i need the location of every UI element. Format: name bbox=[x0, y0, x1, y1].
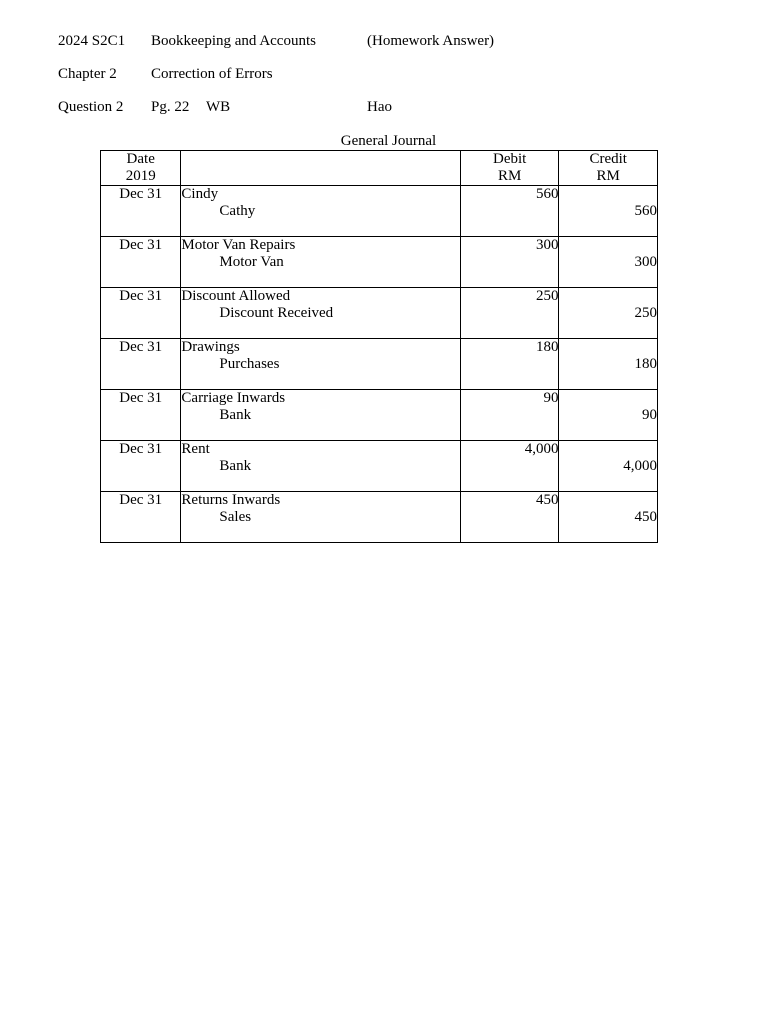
credit-account: Cathy bbox=[219, 203, 256, 219]
entry-date: Dec 31 bbox=[101, 288, 181, 339]
credit-header-label: Credit bbox=[589, 151, 627, 167]
credit-amount: 450 bbox=[559, 492, 658, 543]
author-name: Hao bbox=[367, 99, 392, 115]
credit-account: Discount Received bbox=[219, 305, 334, 321]
credit-amount: 560 bbox=[559, 186, 658, 237]
credit-column-header bbox=[559, 151, 658, 186]
credit-account: Bank bbox=[219, 407, 252, 423]
credit-amount: 300 bbox=[559, 237, 658, 288]
homework-note: (Homework Answer) bbox=[367, 33, 495, 49]
debit-account: Returns Inwards bbox=[181, 492, 281, 508]
entry-date: Dec 31 bbox=[101, 441, 181, 492]
debit-amount: 450 bbox=[460, 492, 559, 543]
journal-entry-row bbox=[101, 390, 658, 441]
debit-amount: 300 bbox=[460, 237, 559, 288]
subject-title: Bookkeeping and Accounts bbox=[151, 33, 316, 49]
debit-account: Carriage Inwards bbox=[181, 390, 286, 406]
entry-particulars bbox=[181, 288, 461, 339]
chapter-topic: Correction of Errors bbox=[151, 66, 273, 82]
journal-entry-row bbox=[101, 339, 658, 390]
entry-date: Dec 31 bbox=[101, 339, 181, 390]
journal-entry-row bbox=[101, 186, 658, 237]
entry-date: Dec 31 bbox=[101, 390, 181, 441]
journal-entry-row bbox=[101, 492, 658, 543]
date-column-header bbox=[101, 151, 181, 186]
debit-account: Cindy bbox=[181, 186, 219, 202]
year-header-label: 2019 bbox=[125, 168, 156, 184]
journal-entry-row bbox=[101, 441, 658, 492]
page-reference: Pg. 22 bbox=[151, 99, 190, 115]
credit-account: Sales bbox=[219, 509, 252, 525]
entry-particulars bbox=[181, 441, 461, 492]
credit-account: Bank bbox=[219, 458, 252, 474]
entry-particulars bbox=[181, 237, 461, 288]
date-header-label: Date bbox=[126, 151, 155, 167]
credit-amount: 250 bbox=[559, 288, 658, 339]
debit-currency-label: RM bbox=[498, 168, 522, 184]
debit-account: Motor Van Repairs bbox=[181, 237, 296, 253]
debit-amount: 250 bbox=[460, 288, 559, 339]
journal-entry-row bbox=[101, 288, 658, 339]
course-code: 2024 S2C1 bbox=[58, 33, 126, 49]
debit-column-header bbox=[460, 151, 559, 186]
entry-particulars bbox=[181, 492, 461, 543]
debit-account: Drawings bbox=[181, 339, 240, 355]
debit-amount: 560 bbox=[460, 186, 559, 237]
debit-header-label: Debit bbox=[493, 151, 527, 167]
debit-amount: 4,000 bbox=[460, 441, 559, 492]
credit-currency-label: RM bbox=[596, 168, 620, 184]
credit-account: Purchases bbox=[219, 356, 280, 372]
entry-date: Dec 31 bbox=[101, 492, 181, 543]
journal-title: General Journal bbox=[340, 133, 437, 149]
entry-particulars bbox=[181, 390, 461, 441]
credit-amount: 4,000 bbox=[559, 441, 658, 492]
debit-account: Rent bbox=[181, 441, 210, 457]
credit-account: Motor Van bbox=[219, 254, 284, 270]
entry-date: Dec 31 bbox=[101, 237, 181, 288]
journal-entry-row bbox=[101, 237, 658, 288]
credit-amount: 180 bbox=[559, 339, 658, 390]
general-journal-table bbox=[100, 150, 658, 543]
chapter-label: Chapter 2 bbox=[58, 66, 117, 82]
entry-date: Dec 31 bbox=[101, 186, 181, 237]
book-reference: WB bbox=[206, 99, 231, 115]
debit-account: Discount Allowed bbox=[181, 288, 291, 304]
question-label: Question 2 bbox=[58, 99, 124, 115]
entry-particulars bbox=[181, 186, 461, 237]
credit-amount: 90 bbox=[559, 390, 658, 441]
particulars-column-header bbox=[181, 151, 461, 186]
entry-particulars bbox=[181, 339, 461, 390]
table-header-row bbox=[101, 151, 658, 186]
debit-amount: 180 bbox=[460, 339, 559, 390]
debit-amount: 90 bbox=[460, 390, 559, 441]
